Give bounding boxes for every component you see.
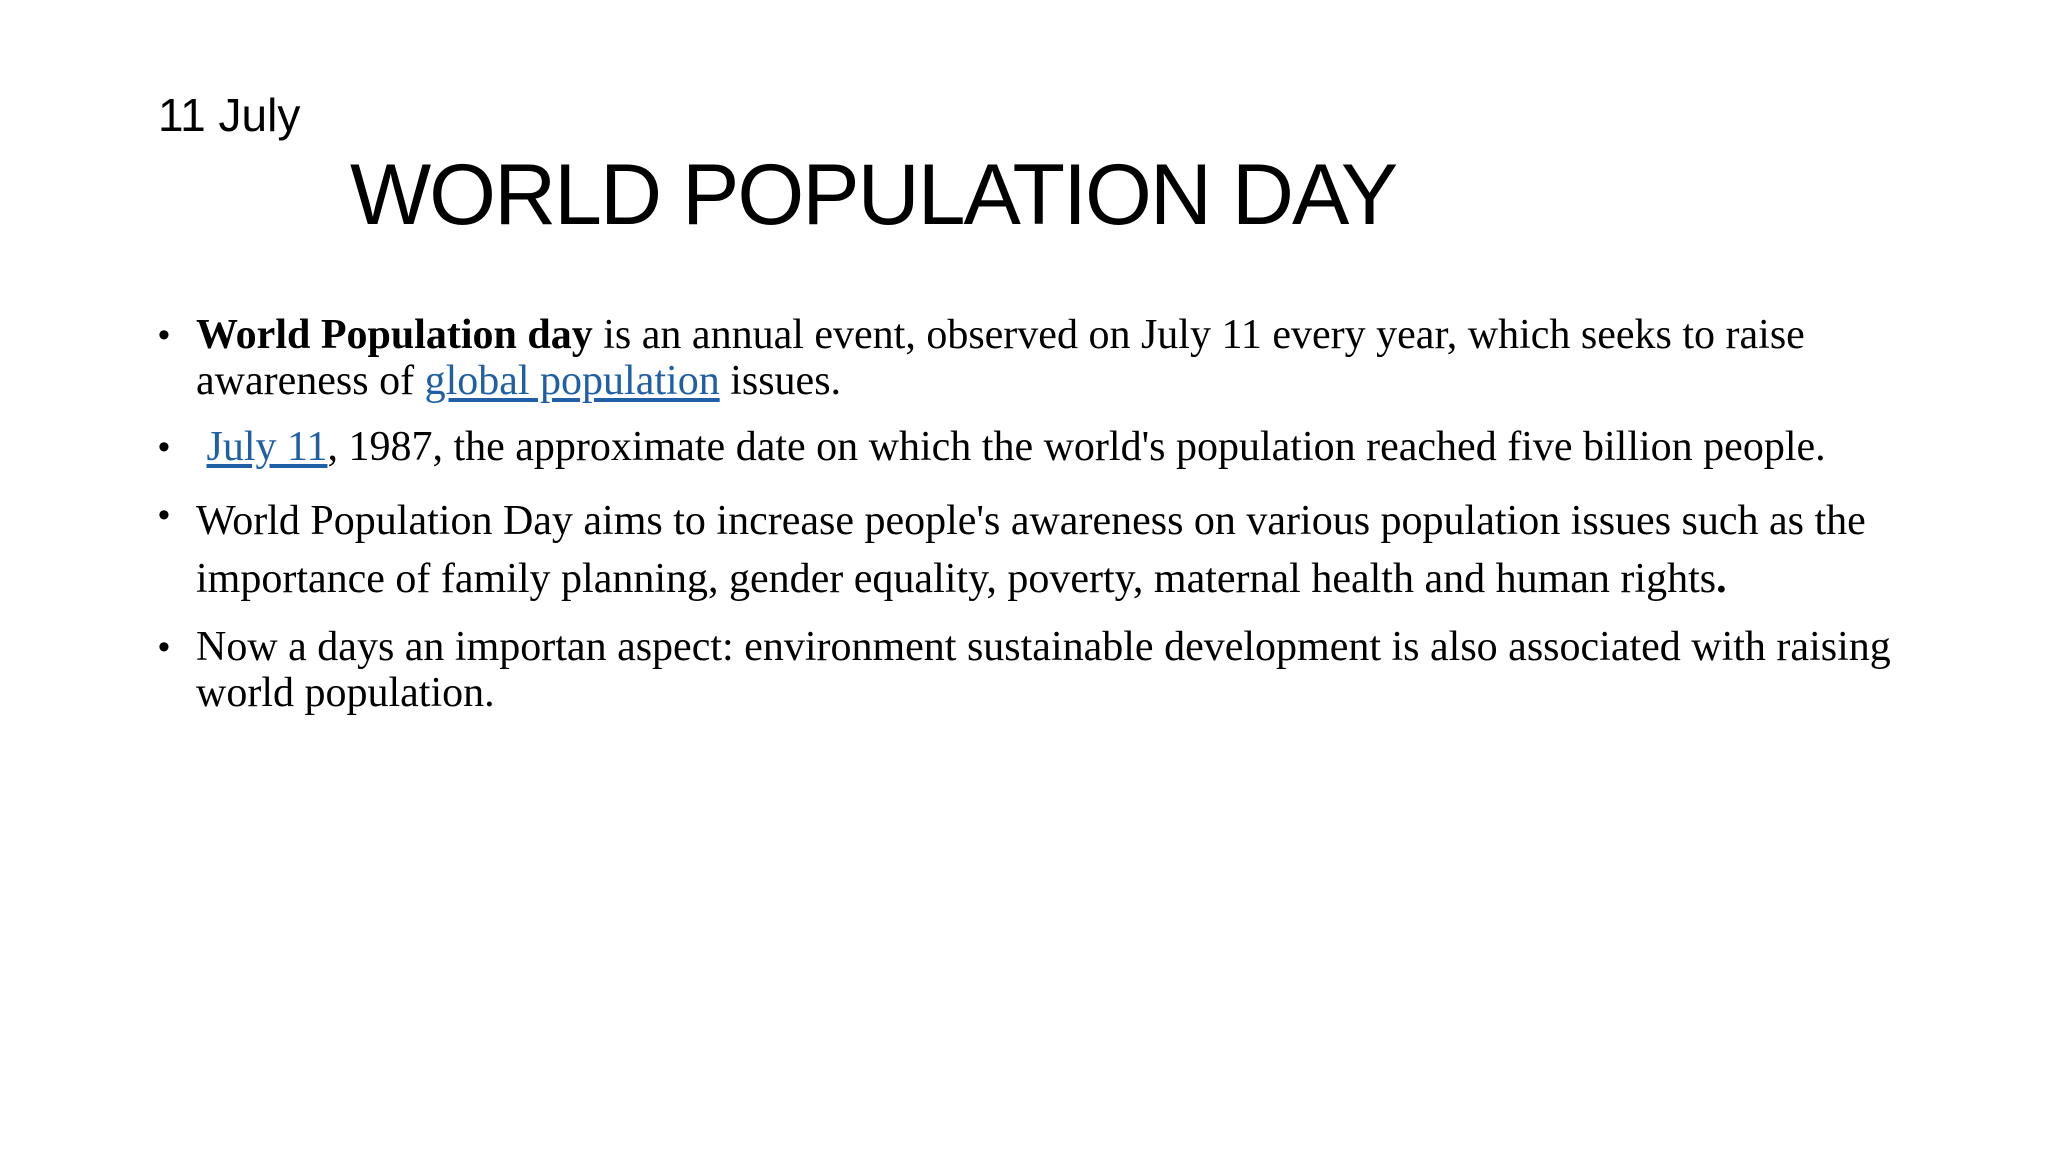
- bullet-dot-icon: •: [158, 628, 170, 666]
- slide-title: WORLD POPULATION DAY: [350, 147, 1397, 243]
- july-11-link[interactable]: July 11: [206, 424, 328, 470]
- bullet-1-text-end: issues.: [719, 358, 842, 404]
- date-label: 11 July: [158, 89, 301, 141]
- bullet-item-3: [158, 492, 1918, 608]
- bullet-dot-icon: •: [158, 428, 170, 466]
- bullet-list: [158, 312, 1918, 716]
- bullet-3-bold-tail: .: [1716, 556, 1727, 602]
- bullet-1-bold-lead: World Population day: [196, 312, 593, 358]
- bullet-1-text: is an annual event, observed on July 11 every year, which seeks to raise awareness of: [196, 312, 1805, 404]
- bullet-3-text: World Population Day aims to increase people's awareness on various population issues such as the importance of family planning, gender equality, poverty, maternal health and human rights: [196, 498, 1866, 602]
- bullet-item-2: [158, 424, 1918, 470]
- bullet-item-1: [158, 312, 1918, 404]
- bullet-dot-icon: •: [158, 316, 170, 354]
- bullet-2-text: , 1987, the approximate date on which the world's population reached five billion people.: [327, 424, 1826, 470]
- global-population-link[interactable]: global population: [424, 358, 720, 404]
- bullet-dot-icon: •: [158, 496, 170, 534]
- bullet-4-text: Now a days an importan aspect: environment sustainable development is also associated with raising world population.: [196, 624, 1891, 716]
- bullet-item-4: [158, 624, 1918, 716]
